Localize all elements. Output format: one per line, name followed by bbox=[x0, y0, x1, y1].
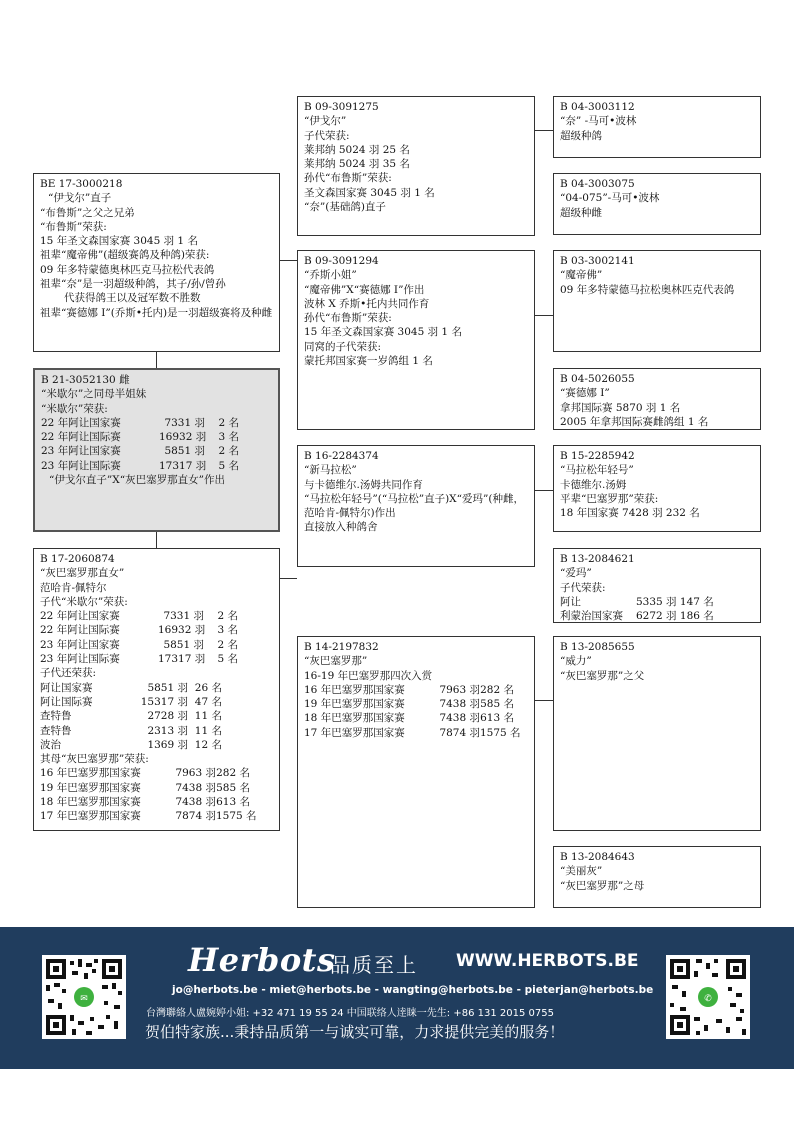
info-line: “布鲁斯”之父之兄弟 bbox=[40, 206, 135, 219]
info-line: 祖辈“赛德娜 I”(乔斯•托内)是一羽超级赛将及种雌 bbox=[40, 306, 273, 319]
info-line: 子代荣获: bbox=[560, 581, 606, 594]
ring-number: B 13-2085655 bbox=[560, 641, 635, 653]
result-row: 19 年巴塞罗那国家赛 7438 羽 585 名 bbox=[304, 698, 514, 711]
result-row: 阿让国家赛 5851 羽 26 名 bbox=[40, 681, 222, 694]
result-row: 阿让国际赛 15317 羽 47 名 bbox=[40, 695, 222, 708]
info-line: 15 年圣文森国家赛 3045 羽 1 名 bbox=[40, 235, 198, 248]
ring-number: B 09-3091275 bbox=[304, 101, 379, 113]
info-line: 同窝的子代荣获: bbox=[304, 340, 382, 353]
info-line: 代获得鸽王以及冠军数不胜数 bbox=[64, 292, 201, 305]
info-line: “新马拉松” bbox=[304, 464, 357, 477]
ring-number: B 15-2285942 bbox=[560, 450, 635, 462]
info-line: 平辈“巴塞罗那”荣获: bbox=[560, 492, 659, 505]
result-row: 18 年巴塞罗那国家赛 7438 羽 613 名 bbox=[304, 712, 514, 725]
result-row: 23 年阿让国际赛 17317 羽 5 名 bbox=[41, 459, 239, 472]
info-line: “魔帝佛”X“赛德娜 I”作出 bbox=[304, 283, 425, 296]
granddam-1-card[interactable] bbox=[297, 250, 535, 430]
info-line: 超级种鸽 bbox=[560, 129, 602, 142]
info-line: “伊戈尔” bbox=[304, 115, 347, 128]
info-line: 蒙托邦国家赛一岁鸽组 1 名 bbox=[304, 355, 433, 368]
info-line: “伊戈尔”直子 bbox=[48, 192, 112, 205]
great-grandparent-card[interactable] bbox=[553, 250, 761, 352]
info-line: 15 年圣文森国家赛 3045 羽 1 名 bbox=[304, 326, 462, 339]
info-line: “奈”(基础鸽)直子 bbox=[304, 201, 386, 214]
info-line: “灰巴塞罗那” bbox=[304, 655, 368, 668]
ring-number: B 14-2197832 bbox=[304, 641, 379, 653]
connector-line bbox=[535, 700, 553, 701]
great-grandparent-card[interactable] bbox=[553, 96, 761, 158]
result-row: 波治 1369 羽 12 名 bbox=[40, 738, 222, 751]
info-line: “威力” bbox=[560, 655, 592, 668]
result-row: 23 年阿让国家赛 5851 羽 2 名 bbox=[40, 638, 238, 651]
info-line: “赛德娜 I” bbox=[560, 387, 610, 400]
info-line: “04-075”-马可•波林 bbox=[560, 192, 660, 205]
grandsire-2-card[interactable] bbox=[297, 445, 535, 567]
granddam-2-card[interactable] bbox=[297, 636, 535, 908]
info-line: 孙代“布鲁斯”荣获: bbox=[304, 312, 392, 325]
great-grandparent-card[interactable] bbox=[553, 636, 761, 831]
result-row: 23 年阿让国家赛 5851 羽 2 名 bbox=[41, 445, 239, 458]
result-row: 23 年阿让国际赛 17317 羽 5 名 bbox=[40, 653, 238, 666]
family-motto: 贺伯特家族...秉持品质第一与诚实可靠，力求提供完美的服务！ bbox=[145, 1023, 565, 1041]
brand-slogan: 品质至上 bbox=[330, 953, 418, 977]
brand-logo: Herbots bbox=[188, 941, 336, 979]
ring-number: B 13-2084621 bbox=[560, 553, 635, 565]
great-grandparent-card[interactable] bbox=[553, 548, 761, 623]
info-line: “灰巴塞罗那直女” bbox=[40, 567, 125, 580]
qr-code-left[interactable] bbox=[42, 955, 126, 1039]
ring-number: B 04-3003112 bbox=[560, 101, 635, 113]
result-row: 16 年巴塞罗那国家赛 7963 羽 282 名 bbox=[40, 767, 250, 780]
info-line: 18 年国家赛 7428 羽 232 名 bbox=[560, 507, 700, 520]
info-line: “马拉松年轻号”(“马拉松”直子)X“爱玛”(种雌，范哈肯-佩特尔)作出 bbox=[304, 492, 524, 520]
info-line: 直接放入种鸽舍 bbox=[304, 521, 378, 534]
website-link[interactable]: WWW.HERBOTS.BE bbox=[456, 951, 639, 971]
great-grandparent-card[interactable] bbox=[553, 846, 761, 908]
info-line: “灰巴塞罗那”之母 bbox=[560, 879, 645, 892]
dam-card[interactable] bbox=[33, 548, 280, 831]
ring-number: B 09-3091294 bbox=[304, 255, 379, 267]
ring-number: B 04-3003075 bbox=[560, 178, 635, 190]
info-line: “爱玛” bbox=[560, 567, 592, 580]
ring-number: B 13-2084643 bbox=[560, 851, 635, 863]
ring-number: B 16-2284374 bbox=[304, 450, 379, 462]
svg-text:✆: ✆ bbox=[704, 994, 712, 1004]
result-row: 18 年巴塞罗那国家赛 7438 羽 613 名 bbox=[40, 796, 250, 809]
info-line: “米歇尔”之同母半姐妹 bbox=[41, 388, 147, 401]
info-line: 09 年多特蒙德奥林匹克马拉松代表鸽 bbox=[40, 263, 215, 276]
result-row: 22 年阿让国际赛 16932 羽 3 名 bbox=[41, 431, 239, 444]
info-line: “美丽灰” bbox=[560, 865, 603, 878]
contact-phones: 台灣聯絡人盧婉婷小姐: +32 471 19 55 24 中国联络人逹睐一先生: +86 131 2015 0755 bbox=[146, 1008, 554, 1019]
info-line: 超级种雌 bbox=[560, 206, 602, 219]
ring-number: B 03-3002141 bbox=[560, 255, 635, 267]
grandsire-1-card[interactable] bbox=[297, 96, 535, 236]
ring-number: B 21-3052130 雌 bbox=[41, 374, 130, 386]
connector-line bbox=[280, 578, 297, 579]
svg-text:✉: ✉ bbox=[80, 994, 88, 1004]
ring-number: BE 17-3000218 bbox=[40, 178, 123, 190]
great-grandparent-card[interactable] bbox=[553, 368, 761, 430]
result-row: 22 年阿让国家赛 7331 羽 2 名 bbox=[41, 416, 239, 429]
info-line: 2005 年拿邦国际赛雌鸽组 1 名 bbox=[560, 415, 709, 428]
great-grandparent-card[interactable] bbox=[553, 445, 761, 532]
info-line: 拿邦国际赛 5870 羽 1 名 bbox=[560, 401, 681, 414]
ring-number: B 04-5026055 bbox=[560, 373, 635, 385]
info-line: 莱邦纳 5024 羽 25 名 bbox=[304, 143, 410, 156]
result-row: 19 年巴塞罗那国家赛 7438 羽 585 名 bbox=[40, 781, 250, 794]
footer-banner bbox=[0, 927, 794, 1069]
result-row: 阿让 5335 羽 147 名 bbox=[560, 595, 714, 608]
connector-line bbox=[535, 315, 553, 316]
result-row: 17 年巴塞罗那国家赛 7874 羽 1575 名 bbox=[40, 810, 257, 823]
info-line: “米歇尔”荣获: bbox=[41, 402, 108, 415]
info-line: 与卡德维尔.汤姆共同作育 bbox=[304, 478, 423, 491]
info-line: 子代荣获: bbox=[304, 129, 350, 142]
info-line: “伊戈尔直子”X“灰巴塞罗那直女”作出 bbox=[49, 474, 225, 487]
info-line: 子代“米歇尔”荣获: bbox=[40, 595, 128, 608]
info-line: 莱邦纳 5024 羽 35 名 bbox=[304, 158, 410, 171]
qr-code-right[interactable] bbox=[666, 955, 750, 1039]
info-line: 09 年多特蒙德马拉松奥林匹克代表鸽 bbox=[560, 283, 735, 296]
info-line: 波林 X 乔斯•托内共同作育 bbox=[304, 297, 430, 310]
connector-line bbox=[156, 532, 157, 548]
info-line: “灰巴塞罗那”之父 bbox=[560, 669, 645, 682]
info-line: “乔斯小姐” bbox=[304, 269, 357, 282]
info-line: 范哈肯-佩特尔 bbox=[40, 581, 107, 594]
result-row: 22 年阿让国家赛 7331 羽 2 名 bbox=[40, 610, 238, 623]
result-row: 16 年巴塞罗那国家赛 7963 羽 282 名 bbox=[304, 683, 514, 696]
connector-line bbox=[280, 260, 297, 261]
connector-line bbox=[156, 352, 157, 368]
result-row: 22 年阿让国际赛 16932 羽 3 名 bbox=[40, 624, 238, 637]
connector-line bbox=[535, 490, 553, 491]
info-line: 16-19 年巴塞罗那四次入赏 bbox=[304, 669, 433, 682]
info-line: 其母“灰巴塞罗那”荣获: bbox=[40, 753, 149, 766]
info-line: “马拉松年轻号” bbox=[560, 464, 634, 477]
subject-card[interactable] bbox=[33, 368, 280, 532]
connector-line bbox=[535, 130, 553, 131]
result-row: 17 年巴塞罗那国家赛 7874 羽 1575 名 bbox=[304, 726, 521, 739]
info-line: 子代还荣获: bbox=[40, 667, 97, 680]
info-line: 卡德维尔.汤姆 bbox=[560, 478, 627, 491]
info-line: 祖辈“魔帝佛”(超级赛鸽及种鸽)荣获: bbox=[40, 249, 210, 262]
info-line: 圣文森国家赛 3045 羽 1 名 bbox=[304, 186, 435, 199]
ring-number: B 17-2060874 bbox=[40, 553, 115, 565]
result-row: 利蒙治国家赛 6272 羽 186 名 bbox=[560, 610, 714, 623]
result-row: 查特鲁 2728 羽 11 名 bbox=[40, 710, 222, 723]
email-links[interactable]: jo@herbots.be - miet@herbots.be - wangting@herbots.be - pieterjan@herbots.be bbox=[172, 984, 654, 996]
info-line: “奈” -马可•波林 bbox=[560, 115, 637, 128]
info-line: 祖辈“奈”是一羽超级种鸽，其子/孙/曾孙 bbox=[40, 278, 226, 291]
sire-card[interactable] bbox=[33, 173, 280, 352]
info-line: “布鲁斯”荣获: bbox=[40, 220, 107, 233]
info-line: 孙代“布鲁斯”荣获: bbox=[304, 172, 392, 185]
great-grandparent-card[interactable] bbox=[553, 173, 761, 235]
result-row: 查特鲁 2313 羽 11 名 bbox=[40, 724, 222, 737]
info-line: “魔帝佛” bbox=[560, 269, 603, 282]
